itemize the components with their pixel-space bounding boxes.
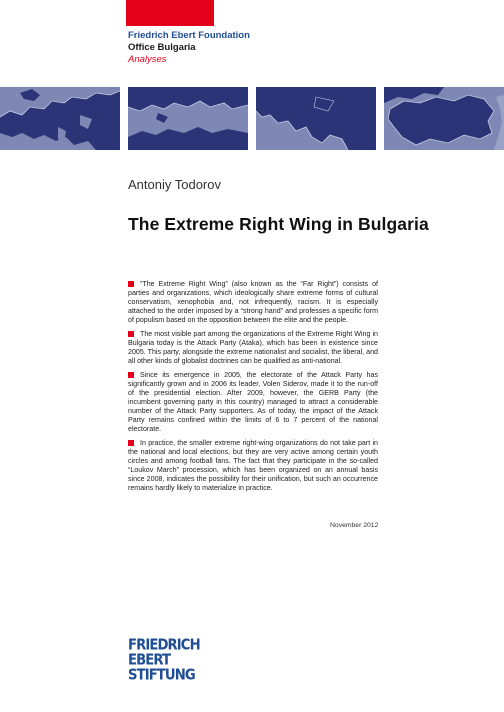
paragraph-text: In practice, the smaller extreme right-wing organizations do not take part in the national and local elections, but they are very active among certain youth circles and among football fans. The fact that they participate in the so-called “Loukov March” procession, which has been organized on an annual basis since 2008, indicates the possibility for their unification, but such an occurrence remains hardly likely to materialize in practice. [128, 439, 378, 492]
paragraph-text: “The Extreme Right Wing” (also known as the “Far Right”) consists of parties and organizations, which ideologically share extreme forms of cultural conservatism, xenophobia and, not infrequently, racism. It is especially attached to the order imposed by a “strong hand” and professes a specific form of populism based on the opposition between the elite and the people. [128, 280, 378, 324]
author-name: Antoniy Todorov [128, 177, 221, 192]
red-square-bullet-icon [128, 281, 134, 287]
publication-date: November 2012 [330, 522, 379, 529]
paragraph-2 [128, 330, 378, 366]
map-strip [0, 87, 504, 150]
document-title: The Extreme Right Wing in Bulgaria [128, 214, 429, 234]
red-square-bullet-icon [128, 440, 134, 446]
logo-line-2: EBERT [128, 652, 171, 669]
paragraph-text: The most visible part among the organizations of the Extreme Right Wing in Bulgaria today is the Attack Party (Ataka), which has been in existence since 2005. This party, alongside the extreme nationalist and socialist, the liberal, and all other kinds of globalist doctrines can be qualified as anti-national. [128, 330, 378, 365]
paragraph-4 [128, 439, 378, 492]
paragraph-text: Since its emergence in 2005, the electorate of the Attack Party has significantly grown and in 2006 its leader, Volen Siderov, made it to the run-off of the presidential election. After 2009, however, the GERB Party (the incumbent governing party in this country) managed to attract a considerable number of the Attack Party supporters. As of today, the impact of the Attack Party remains confined within the limits of 6 to 7 percent of the national electorate. [128, 371, 378, 433]
black-sea-map [128, 87, 248, 150]
organization-header [128, 30, 250, 66]
red-accent-tab [126, 0, 214, 26]
series-label: Analyses [128, 54, 167, 65]
org-name: Friedrich Ebert Foundation [128, 30, 250, 41]
logo-line-1: FRIEDRICH [128, 637, 200, 654]
logo-line-3: STIFTUNG [128, 667, 195, 684]
paragraph-1 [128, 280, 378, 325]
balkans-map [256, 87, 376, 150]
red-square-bullet-icon [128, 331, 134, 337]
europe-map [0, 87, 120, 150]
paragraph-3 [128, 371, 378, 433]
red-square-bullet-icon [128, 372, 134, 378]
office-name: Office Bulgaria [128, 42, 196, 53]
bulgaria-map [384, 87, 504, 150]
fes-logo [128, 637, 212, 682]
summary-body [128, 280, 378, 498]
